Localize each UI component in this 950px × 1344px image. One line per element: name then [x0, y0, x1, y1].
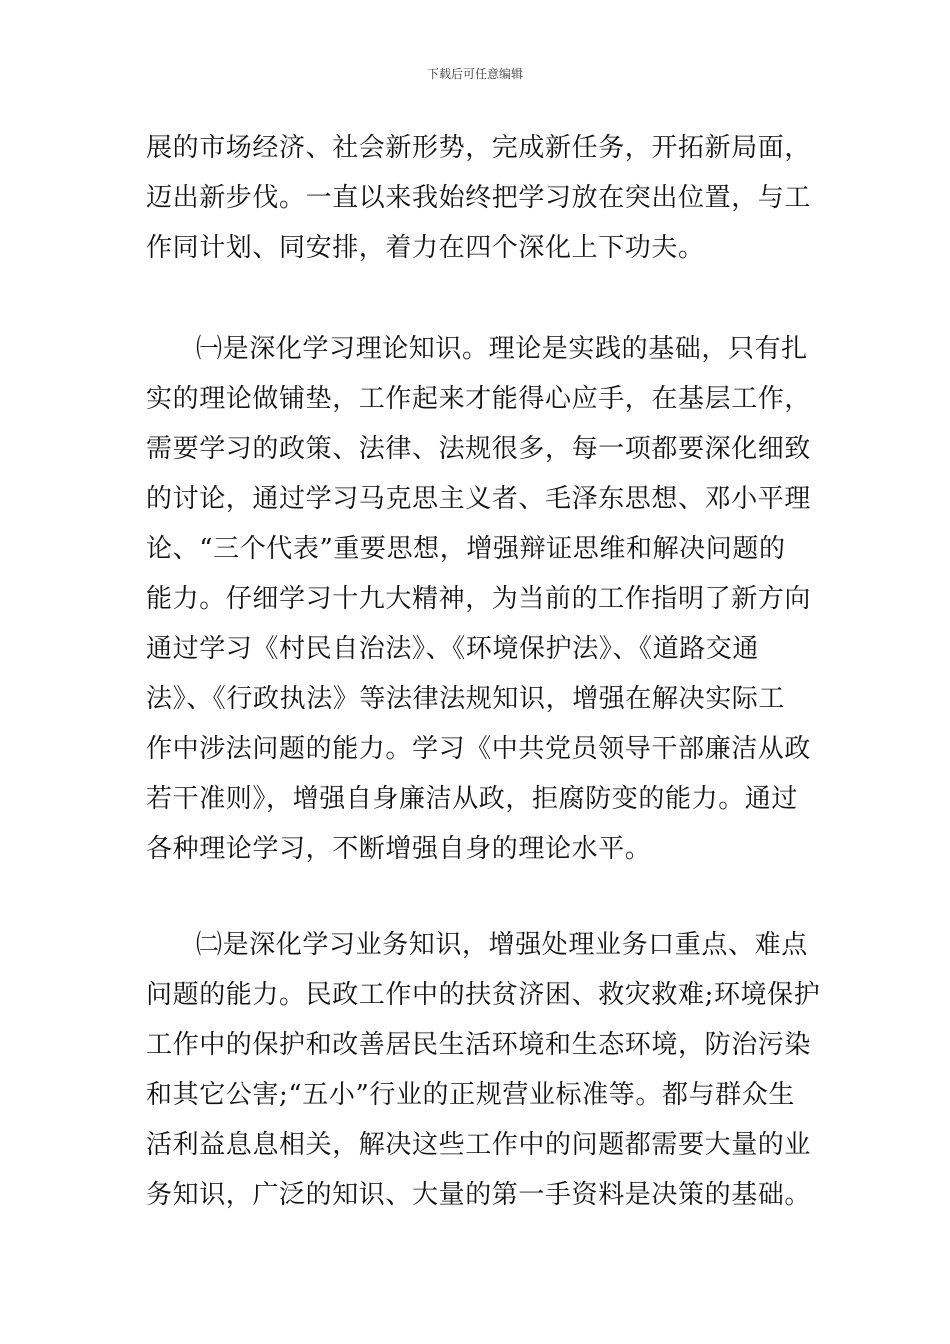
- text-line: 若干准则》，增强自身廉洁从政，拒腐防变的能力。通过: [146, 784, 799, 814]
- text-line: 论、“三个代表”重要思想，增强辩证思维和解决问题的: [146, 534, 786, 564]
- text-line: 通过学习《村民自治法》、《环境保护法》、《道路交通: [146, 634, 760, 664]
- text-line: ㈠是深化学习理论知识。理论是实践的基础，只有扎: [196, 334, 808, 364]
- text-line: 工作中的保护和改善居民生活环境和生态环境，防治污染: [146, 1030, 812, 1060]
- text-line: 各种理论学习，不断增强自身的理论水平。: [146, 834, 652, 864]
- text-line: 实的理论做铺垫，工作起来才能得心应手，在基层工作，: [146, 384, 812, 414]
- text-line: 务知识，广泛的知识、大量的第一手资料是决策的基础。: [146, 1180, 812, 1210]
- text-line: 需要学习的政策、法律、法规很多，每一项都要深化细致: [146, 434, 812, 464]
- text-line: 活利益息息相关，解决这些工作中的问题都需要大量的业: [146, 1130, 812, 1160]
- text-line: 的讨论，通过学习马克思主义者、毛泽东思想、邓小平理: [146, 484, 812, 514]
- text-line: 作同计划、同安排，着力在四个深化上下功夫。: [146, 233, 705, 263]
- text-line: 展的市场经济、社会新形势，完成新任务，开拓新局面，: [146, 133, 812, 163]
- text-line: 和其它公害;“五小”行业的正规营业标准等。都与群众生: [146, 1080, 795, 1110]
- text-line: 作中涉法问题的能力。学习《中共党员领导干部廉洁从政: [146, 734, 812, 764]
- text-line: 问题的能力。民政工作中的扶贫济困、救灾救难;环境保护: [146, 980, 821, 1010]
- text-line: 能力。仔细学习十九大精神，为当前的工作指明了新方向: [146, 584, 812, 614]
- text-line: ㈡是深化学习业务知识，增强处理业务口重点、难点: [196, 930, 808, 960]
- page-header: 下载后可任意编辑: [426, 67, 523, 81]
- text-line: 法》、《行政执法》等法律法规知识，增强在解决实际工: [146, 684, 786, 714]
- text-line: 迈出新步伐。一直以来我始终把学习放在突出位置，与工: [146, 183, 812, 213]
